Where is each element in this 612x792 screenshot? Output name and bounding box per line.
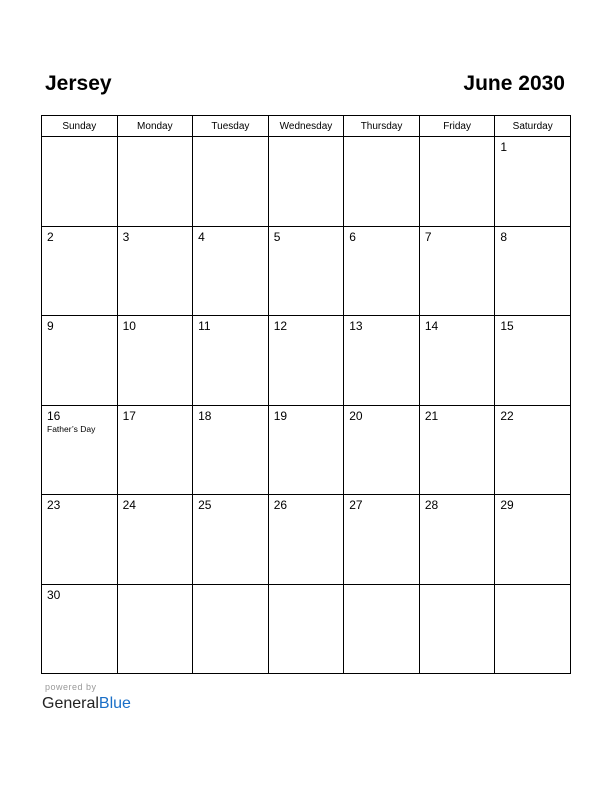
day-cell xyxy=(495,495,571,585)
day-number: 22 xyxy=(500,408,514,423)
day-number: 4 xyxy=(198,229,205,244)
day-number: 9 xyxy=(47,319,54,333)
day-cell xyxy=(344,137,420,227)
day-number: 5 xyxy=(273,229,281,244)
day-number xyxy=(344,585,419,588)
day-cell xyxy=(117,316,193,406)
day-cell xyxy=(344,584,420,674)
day-number xyxy=(118,585,193,588)
day-cell xyxy=(344,495,420,585)
weekday-header-row xyxy=(42,116,571,137)
week-row xyxy=(42,584,571,674)
month-year-title: June 2030 xyxy=(463,72,565,95)
day-number: 23 xyxy=(47,498,61,512)
day-cell xyxy=(495,405,571,495)
day-cell xyxy=(419,495,495,585)
day-cell xyxy=(42,495,118,585)
day-number xyxy=(193,137,268,140)
weekday-header: Saturday xyxy=(495,116,571,137)
week-row xyxy=(42,316,571,406)
day-cell xyxy=(117,584,193,674)
day-cell xyxy=(495,316,571,406)
week-row xyxy=(42,405,571,495)
day-cell xyxy=(42,137,118,227)
day-number: 18 xyxy=(198,408,212,423)
day-number: 13 xyxy=(349,319,363,333)
day-cell xyxy=(495,137,571,227)
day-number: 1 xyxy=(500,140,508,154)
day-number: 29 xyxy=(500,498,514,512)
day-number: 10 xyxy=(122,319,136,333)
day-cell xyxy=(268,405,344,495)
day-cell xyxy=(419,137,495,227)
day-number: 28 xyxy=(424,498,439,512)
day-cell xyxy=(42,316,118,406)
weekday-header: Thursday xyxy=(344,116,420,137)
day-number: 27 xyxy=(349,498,363,512)
day-cell xyxy=(42,226,118,316)
week-row xyxy=(42,137,571,227)
day-cell xyxy=(419,316,495,406)
brand-blue-text: Blue xyxy=(98,695,131,712)
region-title: Jersey xyxy=(45,72,112,95)
weekday-header: Tuesday xyxy=(193,116,269,137)
holiday-label: Father’s Day xyxy=(47,423,96,434)
day-cell xyxy=(268,495,344,585)
day-cell xyxy=(419,405,495,495)
calendar-body xyxy=(42,137,571,674)
day-number: 14 xyxy=(424,319,439,333)
day-number: 21 xyxy=(424,408,439,423)
brand-logo xyxy=(42,694,131,714)
day-cell xyxy=(495,584,571,674)
day-number xyxy=(420,137,495,140)
day-cell xyxy=(344,405,420,495)
day-cell xyxy=(495,226,571,316)
weekday-header: Wednesday xyxy=(268,116,344,137)
day-number: 6 xyxy=(349,229,356,244)
day-cell xyxy=(344,316,420,406)
day-number xyxy=(118,137,193,140)
day-number: 20 xyxy=(349,408,363,423)
day-number: 8 xyxy=(500,229,508,244)
day-number: 15 xyxy=(500,319,514,333)
day-cell xyxy=(42,584,118,674)
day-number xyxy=(269,137,344,140)
day-cell xyxy=(117,226,193,316)
day-cell xyxy=(193,316,269,406)
day-cell xyxy=(268,137,344,227)
day-number: 25 xyxy=(198,498,212,512)
brand-general-text: General xyxy=(42,695,99,712)
day-number: 19 xyxy=(273,408,288,423)
day-cell xyxy=(117,137,193,227)
day-cell xyxy=(268,316,344,406)
day-number: 30 xyxy=(47,587,61,602)
day-number: 12 xyxy=(273,319,288,333)
day-cell xyxy=(193,137,269,227)
day-number: 7 xyxy=(424,229,432,244)
week-row xyxy=(42,495,571,585)
day-cell xyxy=(419,226,495,316)
day-number xyxy=(344,137,419,140)
day-cell xyxy=(193,405,269,495)
weekday-header: Sunday xyxy=(42,116,118,137)
day-number xyxy=(193,585,268,588)
day-number xyxy=(495,585,570,588)
day-cell xyxy=(42,405,118,495)
day-number xyxy=(420,585,495,588)
calendar-grid xyxy=(41,115,571,674)
day-number xyxy=(42,137,117,140)
day-number: 24 xyxy=(122,498,136,512)
day-cell xyxy=(344,226,420,316)
day-cell xyxy=(117,405,193,495)
day-cell xyxy=(193,584,269,674)
day-cell xyxy=(268,584,344,674)
weekday-header: Monday xyxy=(117,116,193,137)
day-number: 11 xyxy=(198,319,211,333)
day-cell xyxy=(193,226,269,316)
day-number: 16 xyxy=(47,408,61,423)
day-cell xyxy=(117,495,193,585)
day-cell xyxy=(268,226,344,316)
week-row xyxy=(42,226,571,316)
day-number: 2 xyxy=(47,229,54,244)
day-cell xyxy=(419,584,495,674)
weekday-header: Friday xyxy=(419,116,495,137)
powered-by-label: powered by xyxy=(45,682,97,692)
day-number: 3 xyxy=(122,229,130,244)
day-number: 17 xyxy=(122,408,136,423)
day-number: 26 xyxy=(273,498,288,512)
day-number xyxy=(269,585,344,588)
day-cell xyxy=(193,495,269,585)
